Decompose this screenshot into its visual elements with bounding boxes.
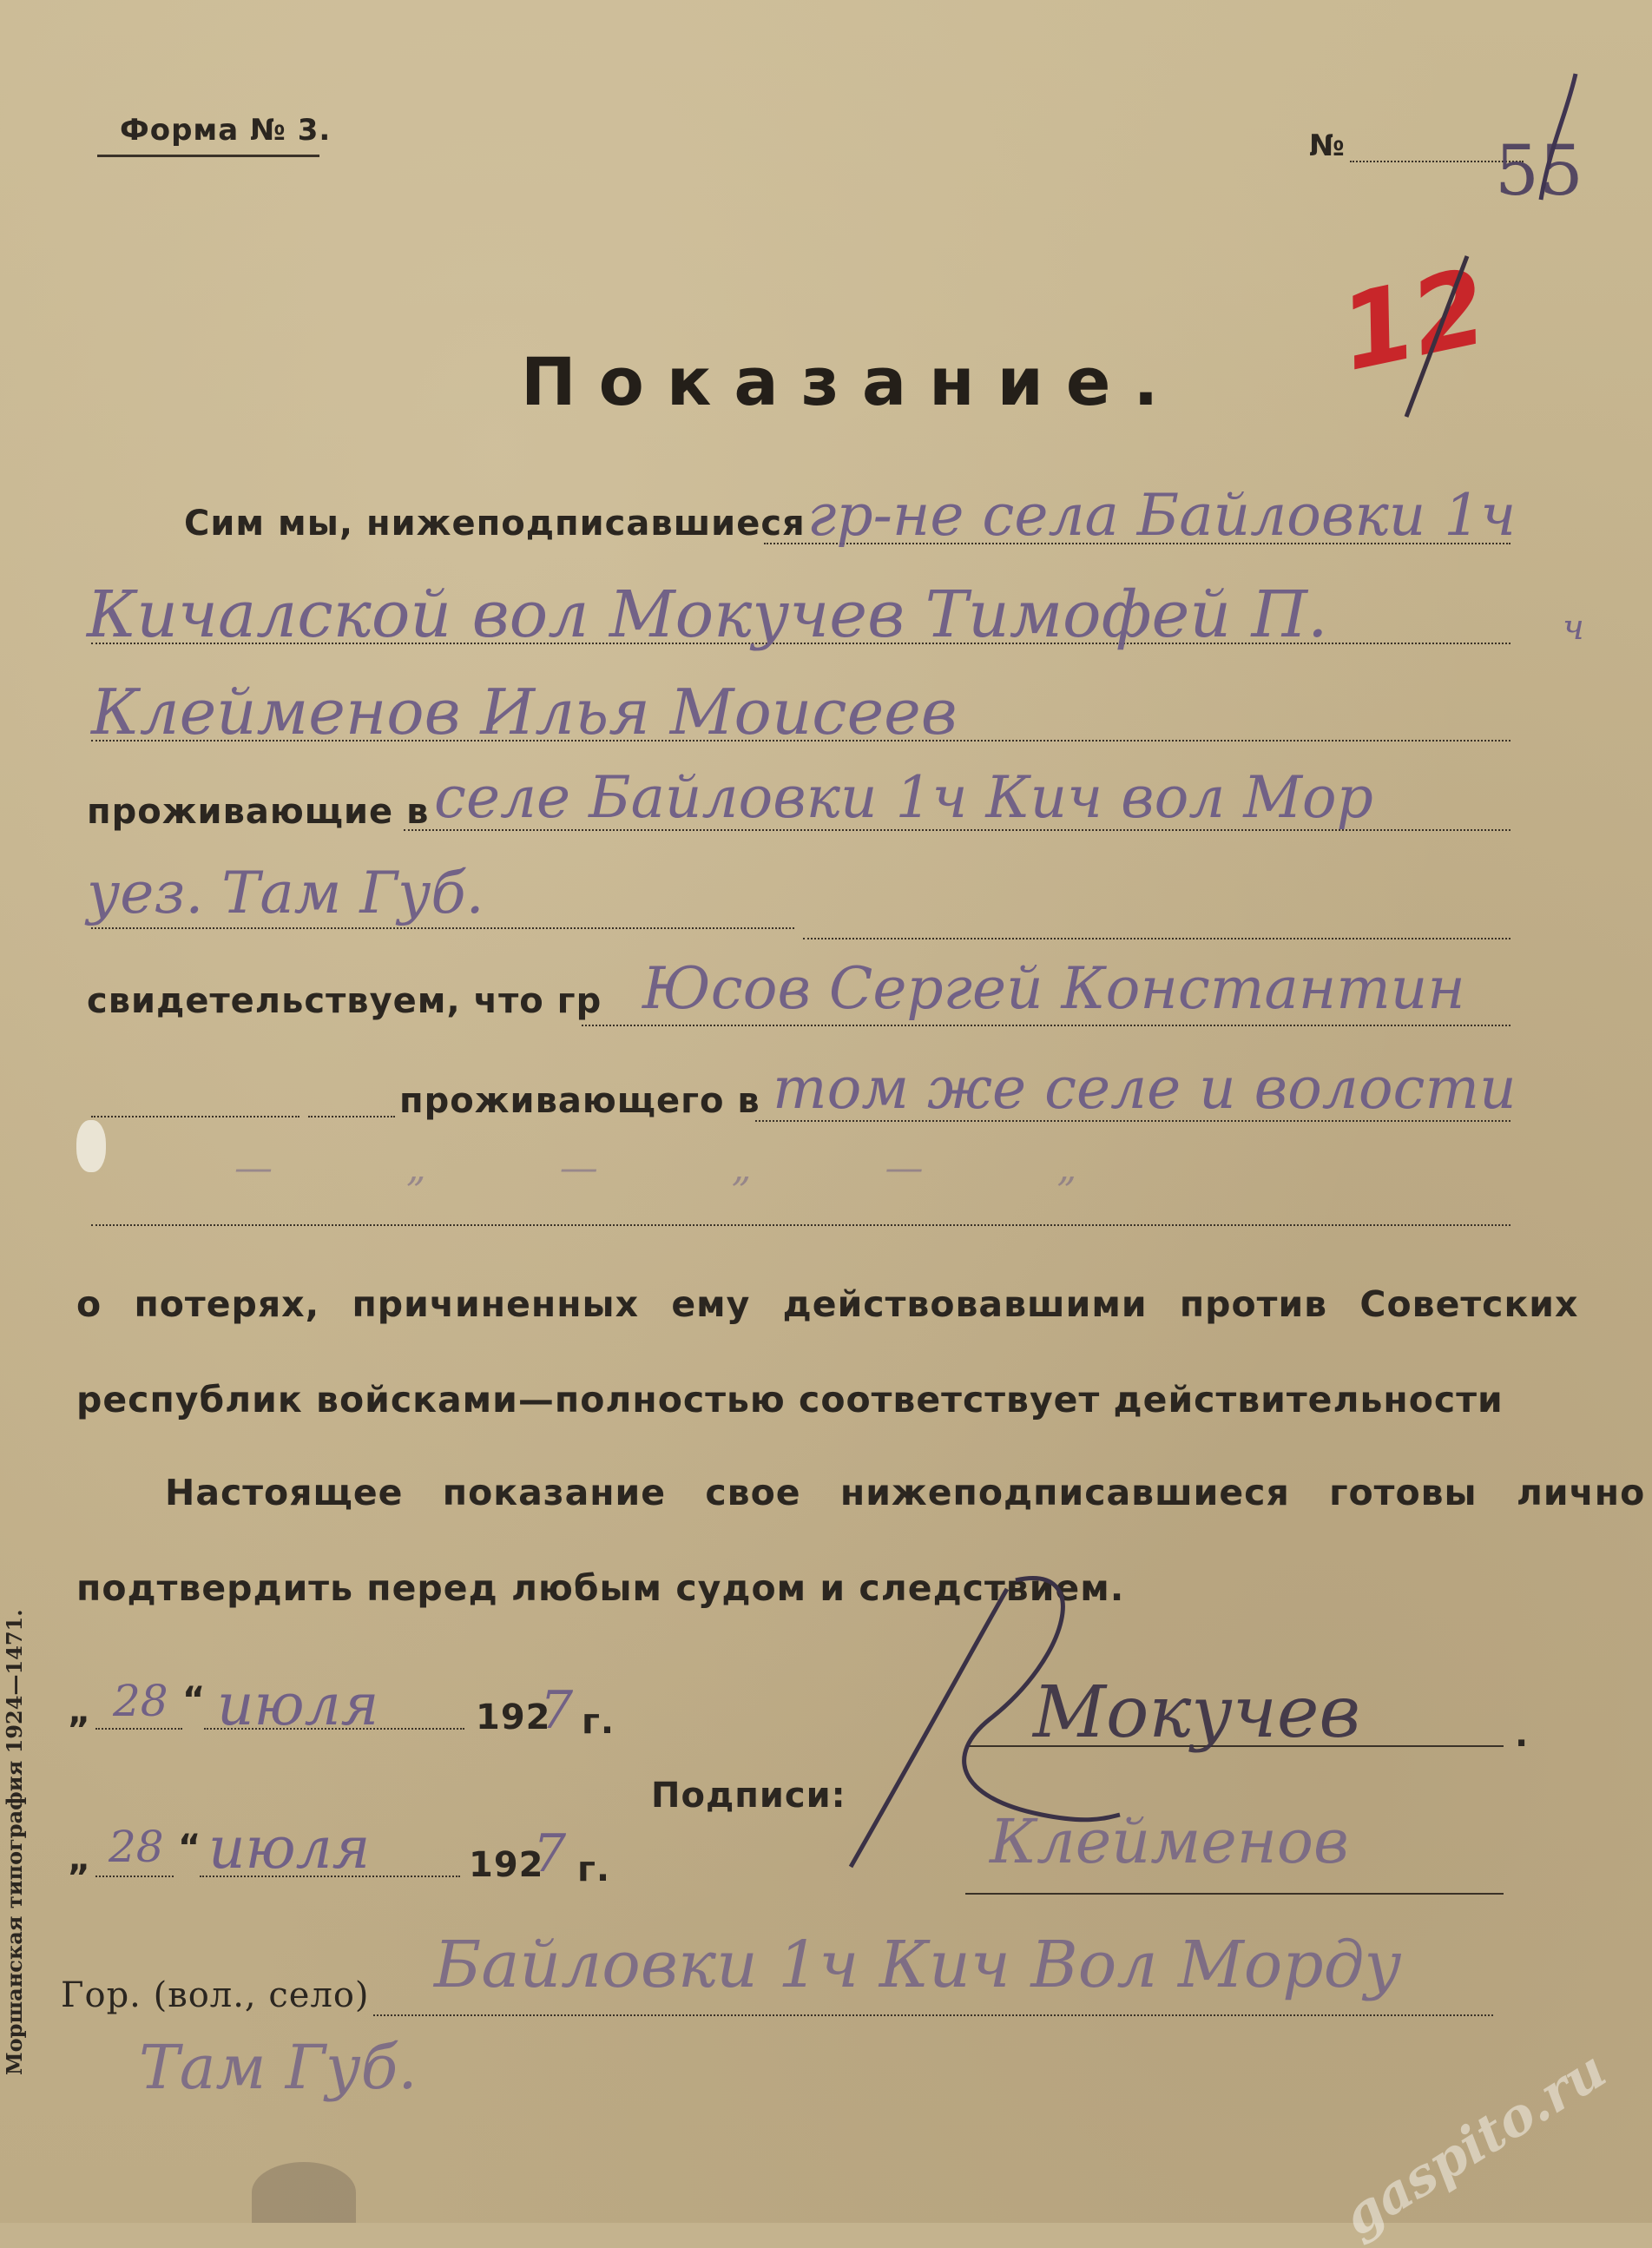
living-handwriting-2: уез. Там Губ. [87,860,484,926]
paper-stain [252,2162,356,2223]
resident-line-a [91,1116,299,1117]
place-line [373,2014,1493,2016]
number-stroke [1515,69,1593,208]
place-handwriting-1: Байловки 1ч Кич Вол Морду [434,1928,1402,2002]
intro-handwriting-2: Кичалской вол Мокучев Тимофей П. [87,577,1328,652]
signature-1-dot: . [1515,1715,1530,1755]
date-1-suffix: г. [582,1702,615,1742]
watermark: gaspito.ru [1333,2039,1617,2248]
document-title: Показание. [521,343,1181,420]
date-1-close-quote: “ [182,1680,207,1720]
date-1-open-quote: „ [68,1691,92,1731]
resident-handwriting: том же селе и волости [773,1055,1517,1122]
date-2-day: 28 [109,1822,164,1872]
living-line-2a [91,927,794,929]
resident-label: проживающего в [399,1081,760,1121]
witness-line [582,1025,1510,1026]
date-1-year-hand: 7 [540,1680,574,1741]
living-handwriting-1: селе Байловки 1ч Кич вол Мор [434,764,1373,831]
date-1-day-line [95,1728,182,1730]
printer-imprint: Моршанская типография 1924—1471. [2,1609,27,2075]
para-2-line-2: подтвердить перед любым судом и следствием. [76,1567,1125,1609]
living-line-2b [803,938,1510,939]
date-2-suffix: г. [577,1849,611,1889]
signature-1: Мокучев [1033,1671,1361,1754]
date-1-month: июля [217,1671,379,1738]
date-1-day: 28 [113,1676,168,1726]
intro-label: Сим мы, нижеподписавшиеся [184,504,806,544]
place-label: Гор. (вол., село) [61,1975,370,2015]
number-label: № [1309,129,1346,163]
signature-line-2 [965,1893,1504,1895]
para-2-line-1: Настоящее показание свое нижеподписавшиеся готовы лично [165,1472,1646,1513]
date-2-month: июля [208,1815,371,1882]
intro-handwriting-3: Клейменов Илья Моисеев [91,676,958,748]
date-2-close-quote: “ [178,1828,202,1868]
signature-flourish [842,1554,1129,1884]
paper-damage-spot [76,1120,106,1172]
signatures-label: Подписи: [651,1776,846,1816]
para-1-line-1: о потерях, причиненных ему действовавшими против Советских [76,1283,1579,1325]
witness-label: свидетельствуем, что гр [87,981,602,1021]
resident-line-2 [91,1224,1510,1226]
place-handwriting-2: Там Губ. [139,2032,418,2103]
resident-line-b [308,1116,395,1117]
date-2-year-prefix: 192 [469,1845,544,1885]
intro-handwriting-2-tail: ч [1563,608,1584,648]
date-2-day-line [95,1876,174,1877]
living-label: проживающие в [87,792,430,832]
red-mark: 12 [1330,247,1497,395]
date-2-year-hand: 7 [533,1823,567,1884]
witness-handwriting: Юсов Сергей Константин [642,955,1465,1022]
signature-2: Клейменов [990,1806,1349,1877]
para-1-line-2: республик войсками—полностью соответствует действительности [76,1379,1504,1421]
date-2-open-quote: „ [68,1839,92,1879]
date-1-year-prefix: 192 [476,1698,551,1737]
red-mark-stroke [1389,252,1476,425]
form-label: Форма № 3. [120,113,332,148]
resident-handwriting-2: — „ — „ — „ [234,1146,1138,1190]
form-underline [97,155,319,157]
intro-handwriting-1: гр-не села Байловки 1ч [807,482,1517,549]
number-value: 55 [1495,130,1583,211]
